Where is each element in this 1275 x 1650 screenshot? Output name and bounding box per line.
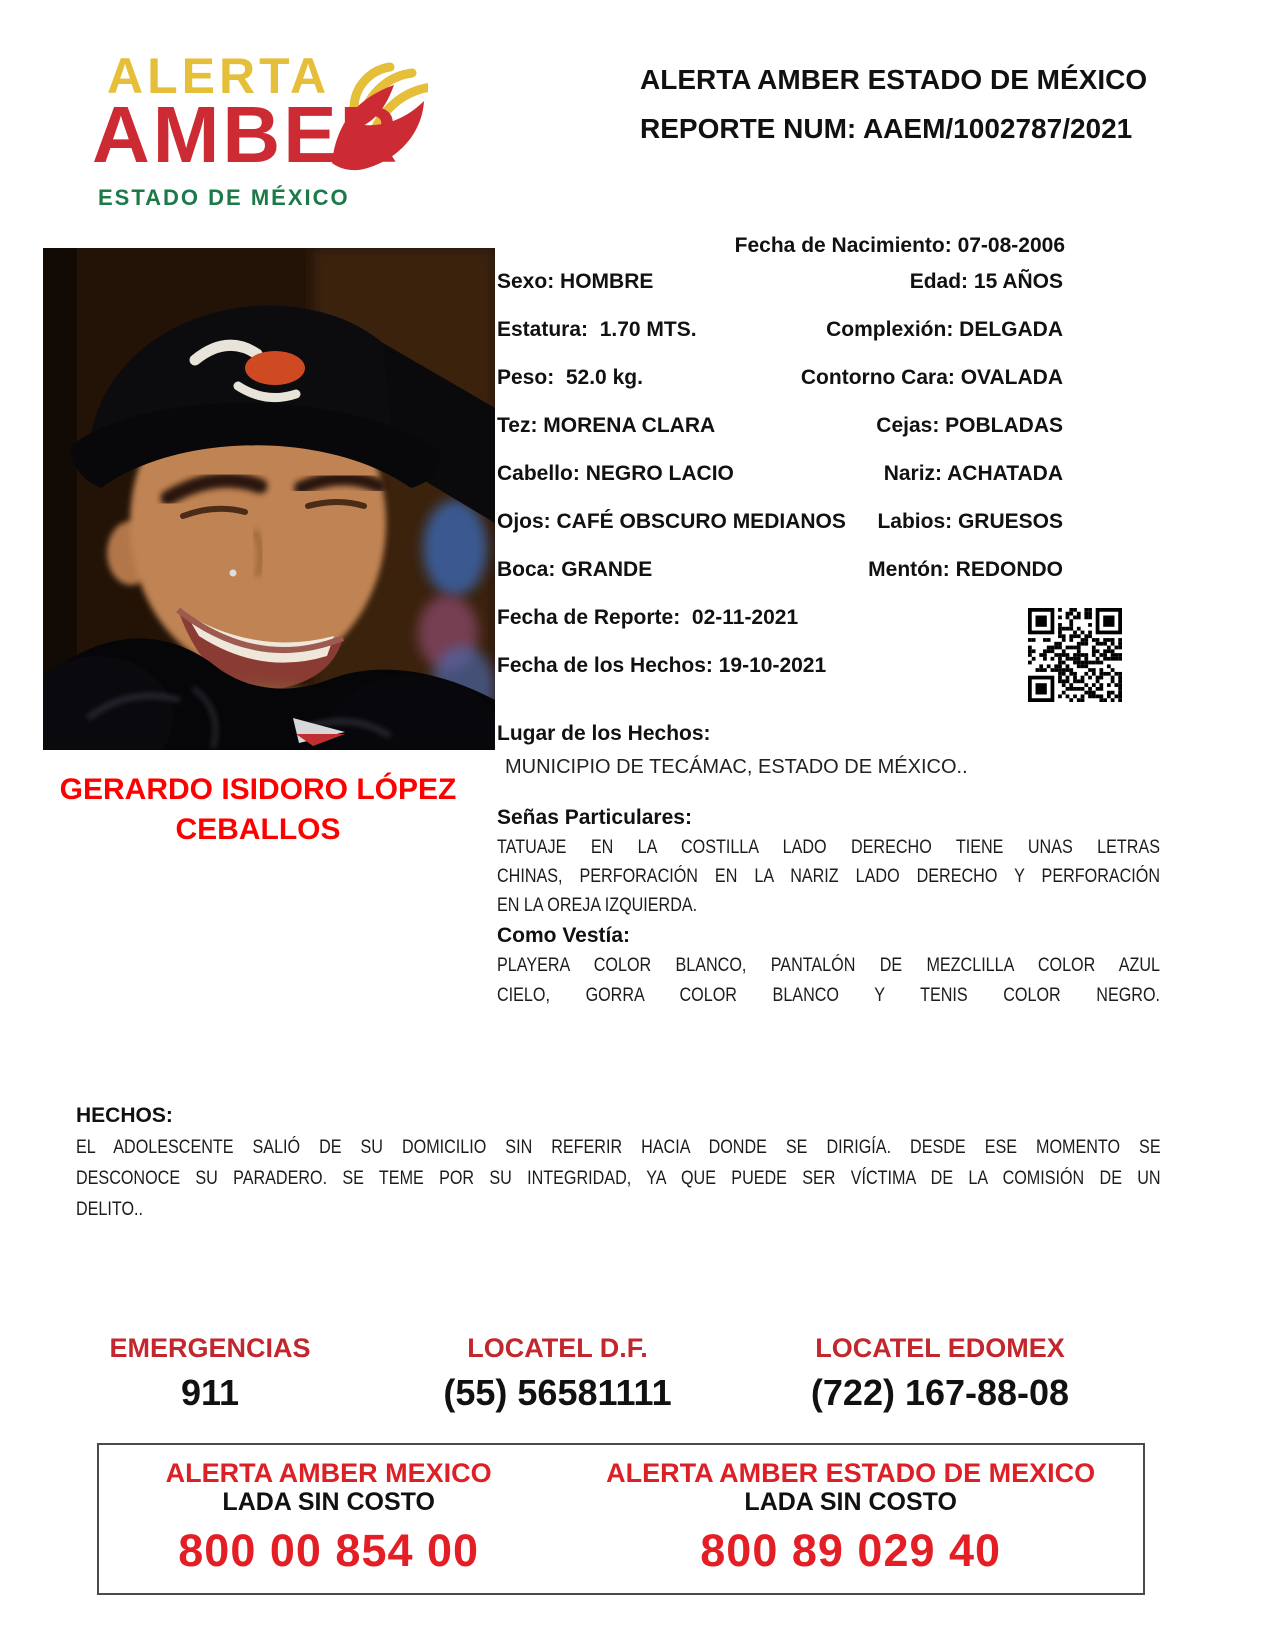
birthdate-value: 07-08-2006: [957, 234, 1065, 257]
footer-col-mexico: [99, 1445, 558, 1593]
senas-title: Señas Particulares:: [497, 806, 692, 829]
field-row-birthdate: [497, 234, 1160, 260]
nariz-label: Nariz:: [883, 462, 943, 485]
footer-col-edomex: [558, 1445, 1143, 1593]
complexion-label: Complexión:: [826, 318, 954, 341]
peso-value: 52.0 kg.: [565, 366, 643, 389]
field-row-estatura-complexion: [497, 318, 1160, 344]
field-row-boca-menton: [497, 558, 1160, 584]
hechos-body: [76, 1132, 1161, 1225]
boca-label: Boca:: [497, 558, 556, 581]
field-row-peso-contorno: [497, 366, 1160, 392]
missing-person-photo: [43, 248, 495, 750]
locatel-df-number: (55) 56581111: [443, 1372, 672, 1413]
cejas-label: Cejas:: [876, 414, 940, 437]
boca-value: GRANDE: [561, 558, 653, 581]
hechos-title: HECHOS:: [76, 1104, 173, 1127]
labios-label: Labios:: [877, 510, 953, 533]
report-number: REPORTE NUM: AAEM/1002787/2021: [640, 113, 1133, 144]
logo-alerta-text: ALERTA: [107, 48, 331, 104]
nariz-value: ACHATADA: [947, 462, 1063, 485]
hechos-line: EL ADOLESCENTE SALIÓ DE SU DOMICILIO SIN REFERIR HACIA DONDE SE DIRIGÍA. DESDE ESE MOMENTO SE: [76, 1137, 1161, 1158]
cabello-value: NEGRO LACIO: [585, 462, 734, 485]
tez-label: Tez:: [497, 414, 538, 437]
lugar-title: Lugar de los Hechos:: [497, 722, 711, 745]
footer-hotlines-box: [97, 1443, 1145, 1595]
senas-line: TATUAJE EN LA COSTILLA LADO DERECHO TIENE UNAS LETRAS: [497, 837, 1160, 858]
menton-label: Mentón:: [868, 558, 950, 581]
complexion-value: DELGADA: [959, 318, 1063, 341]
vestia-title: Como Vestía:: [497, 924, 631, 947]
cabello-label: Cabello:: [497, 462, 580, 485]
labios-value: GRUESOS: [957, 510, 1063, 533]
logo-estado-text: ESTADO DE MÉXICO: [98, 185, 350, 210]
missing-person-name: [38, 770, 478, 850]
estatura-label: Estatura:: [497, 318, 589, 341]
page-title: ALERTA AMBER ESTADO DE MÉXICO: [640, 64, 1148, 95]
sexo-label: Sexo:: [497, 270, 555, 293]
estatura-value: 1.70 MTS.: [599, 318, 697, 341]
footer-edomex-title: ALERTA AMBER ESTADO DE MEXICO: [606, 1458, 1096, 1488]
lugar-body: MUNICIPIO DE TECÁMAC, ESTADO DE MÉXICO..: [505, 756, 968, 778]
senas-line: EN LA OREJA IZQUIERDA.: [497, 895, 698, 916]
emergencias-number: 911: [180, 1372, 240, 1413]
footer-edomex-sub: LADA SIN COSTO: [744, 1488, 957, 1516]
ojos-label: Ojos:: [497, 510, 551, 533]
tez-value: MORENA CLARA: [543, 414, 716, 437]
fecha-reporte-label: Fecha de Reporte:: [497, 606, 681, 629]
contact-locatel-df: [410, 1333, 705, 1414]
contorno-value: OVALADA: [960, 366, 1063, 389]
alerta-amber-logo: [92, 45, 432, 215]
senas-line: CHINAS, PERFORACIÓN EN LA NARIZ LADO DERECHO Y PERFORACIÓN: [497, 866, 1160, 887]
field-row-cabello-nariz: [497, 462, 1160, 488]
contorno-label: Contorno Cara:: [800, 366, 955, 389]
sexo-value: HOMBRE: [560, 270, 654, 293]
menton-value: REDONDO: [955, 558, 1063, 581]
fecha-hechos-label: Fecha de los Hechos:: [497, 654, 713, 677]
footer-mexico-sub: LADA SIN COSTO: [222, 1488, 435, 1516]
vestia-body: [497, 951, 1160, 1011]
contact-emergencias: [75, 1333, 345, 1414]
qr-code: [1028, 608, 1122, 702]
fecha-reporte-value: 02-11-2021: [691, 606, 799, 629]
emergencias-label: EMERGENCIAS: [109, 1333, 311, 1363]
birthdate-label: Fecha de Nacimiento:: [734, 234, 952, 257]
vestia-line: PLAYERA COLOR BLANCO, PANTALÓN DE MEZCLILLA COLOR AZUL: [497, 955, 1160, 976]
cejas-value: POBLADAS: [945, 414, 1063, 437]
field-row-sexo-edad: [497, 270, 1160, 296]
name-line-1: GERARDO ISIDORO LÓPEZ: [59, 773, 457, 806]
locatel-edomex-number: (722) 167-88-08: [810, 1372, 1070, 1413]
footer-mexico-title: ALERTA AMBER MEXICO: [165, 1458, 492, 1488]
footer-edomex-number: 800 89 029 40: [700, 1525, 1002, 1577]
fecha-hechos-value: 19-10-2021: [718, 654, 827, 677]
edad-value: 15 AÑOS: [973, 270, 1063, 293]
logo-amber-text: AMBER: [92, 90, 401, 179]
name-line-2: CEBALLOS: [175, 813, 341, 846]
field-row-ojos-labios: [497, 510, 1160, 536]
edad-label: Edad:: [909, 270, 969, 293]
ojos-value: CAFÉ OBSCURO MEDIANOS: [556, 510, 846, 533]
footer-mexico-number: 800 00 854 00: [178, 1525, 480, 1577]
peso-label: Peso:: [497, 366, 555, 389]
locatel-df-label: LOCATEL D.F.: [467, 1333, 648, 1363]
field-row-tez-cejas: [497, 414, 1160, 440]
contact-locatel-edomex: [775, 1333, 1105, 1414]
person-details-panel: [497, 234, 1160, 1054]
hechos-line: DELITO..: [76, 1199, 144, 1220]
hechos-line: DESCONOCE SU PARADERO. SE TEME POR SU INTEGRIDAD, YA QUE PUEDE SER VÍCTIMA DE LA COMISIÓN DE UN: [76, 1168, 1161, 1189]
vestia-line: CIELO, GORRA COLOR BLANCO Y TENIS COLOR NEGRO.: [497, 985, 1160, 1006]
senas-body: [497, 833, 1160, 920]
locatel-edomex-label: LOCATEL EDOMEX: [815, 1333, 1065, 1363]
